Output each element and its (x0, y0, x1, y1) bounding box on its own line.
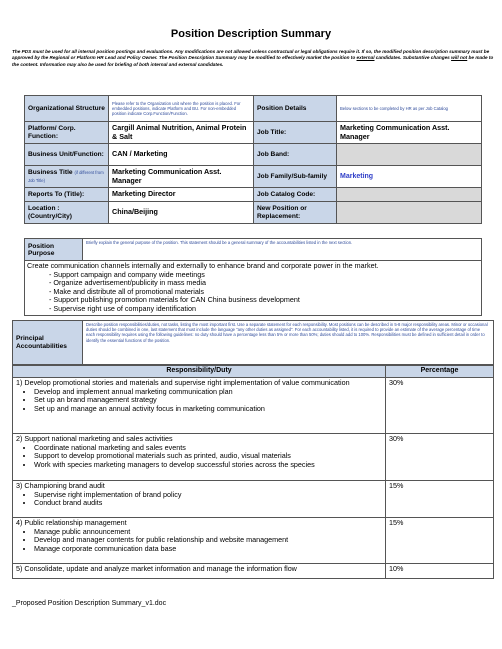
duty-list (34, 444, 382, 470)
percentage-cell: 15% (386, 480, 494, 517)
business-title-label-text: Business Title (28, 168, 73, 176)
duty-list (34, 388, 382, 414)
duty-item: • Develop and manager contents for public relationship and website management (34, 536, 382, 545)
business-unit-value: CAN / Marketing (109, 144, 254, 166)
intro-text-2: candidates. Substantive changes (374, 55, 452, 61)
duty-item: • Support to develop promotional materials such as printed, audio, visual materials (34, 452, 382, 461)
org-structure-label: Organizational Structure (25, 96, 109, 122)
purpose-text: Create communication channels internally and externally to enhance brand and corporate power in the market. (27, 261, 379, 270)
accountabilities-table (12, 365, 494, 579)
duty-item: • Develop and implement annual marketing communication plan (34, 388, 382, 397)
percentage-cell: 15% (386, 517, 494, 563)
purpose-list (49, 271, 481, 314)
position-details-label: Position Details (254, 96, 337, 122)
duty-cell (13, 433, 386, 480)
location-value: China/Beijing (109, 202, 254, 224)
position-details-note: Below sections to be completed by HR as per Job Catalog (337, 96, 482, 122)
duty-item: • Supervise right implementation of brand policy (34, 491, 382, 500)
purpose-item: - Supervise right use of company identification (49, 305, 481, 314)
position-purpose-label: Position Purpose (25, 239, 83, 261)
platform-value: Cargill Animal Nutrition, Animal Protein & Salt (109, 122, 254, 144)
job-title-label: Job Title: (254, 122, 337, 144)
duty-title: 3) Championing brand audit (16, 480, 105, 490)
duty-title: 2) Support national marketing and sales activities (16, 433, 173, 443)
table-row (13, 480, 494, 517)
duty-cell (13, 563, 386, 578)
duty-cell (13, 377, 386, 433)
accountabilities-header (12, 320, 494, 365)
percentage-cell: 10% (386, 563, 494, 578)
job-title-value: Marketing Communication Asst. Manager (337, 122, 482, 144)
intro-external: external (356, 55, 375, 61)
table-row (13, 377, 494, 433)
col-duty-header: Responsibility/Duty (13, 366, 386, 378)
purpose-item: - Support publishing promotion materials for CAN China business development (49, 296, 481, 305)
duty-title: 4) Public relationship management (16, 517, 127, 527)
table-row (13, 517, 494, 563)
duty-list (34, 528, 382, 554)
job-family-label: Job Family/Sub-family (254, 166, 337, 188)
percentage-cell: 30% (386, 433, 494, 480)
duty-list (34, 491, 382, 509)
duty-item: • Conduct brand audits (34, 499, 382, 508)
purpose-header (24, 238, 482, 261)
duty-cell (13, 517, 386, 563)
business-title-value: Marketing Communication Asst. Manager (109, 166, 254, 188)
position-purpose-note: Briefly explain the general purpose of the position. This statement should be a general summary of the accountabilities listed in the next section. (83, 239, 482, 261)
duty-item: • Coordinate national marketing and sales events (34, 444, 382, 453)
duty-title: 5) Consolidate, update and analyze market information and manage the information flow (16, 563, 297, 573)
percentage-cell: 30% (386, 377, 494, 433)
platform-label: Platform/ Corp. Function: (25, 122, 109, 144)
duty-cell (13, 480, 386, 517)
intro-text-3: be made to the content. Information may also be used for briefing of both internal and external candidates. (12, 55, 494, 67)
duty-item: • Set up and manage an annual activity focus in marketing communication (34, 405, 382, 414)
job-catalog-code-label: Job Catalog Code: (254, 188, 337, 202)
duty-item: • Manage public announcement (34, 528, 382, 537)
purpose-body (24, 260, 482, 316)
reports-to-value: Marketing Director (109, 188, 254, 202)
col-percentage-header: Percentage (386, 366, 494, 378)
job-band-value (337, 144, 482, 166)
table-row (13, 433, 494, 480)
location-label: Location : (Country/City) (25, 202, 109, 224)
purpose-item: - Make and distribute all of promotional materials (49, 288, 481, 297)
principal-accountabilities-label: Principal Accountabilities (13, 321, 83, 365)
duty-item: • Manage corporate communication data base (34, 545, 382, 554)
new-position-value (337, 202, 482, 224)
intro-paragraph (12, 49, 494, 68)
page-title: Position Description Summary (170, 28, 332, 40)
intro-text-1: The PDS must be used for all internal position postings and evaluations. Any modifications are not allowed unless contractual or legal obligations require it. If so, the modified position description summary must be approved by the Regional or Platform HR Lead and Policy Owner. The Position Description Summary may be modified to effectively market the position to (12, 49, 490, 61)
job-catalog-code-value (337, 188, 482, 202)
duty-item: • Set up an brand management strategy (34, 396, 382, 405)
job-band-label: Job Band: (254, 144, 337, 166)
table-row (13, 563, 494, 578)
reports-to-label: Reports To (Title): (25, 188, 109, 202)
duty-item: • Work with species marketing managers to develop successful stories across the species (34, 461, 382, 470)
footer-filename: _Proposed Position Description Summary_v1.doc (12, 600, 167, 607)
org-structure-note: Please refer to the Organization unit where the position is placed. For embedded positions, indicate Platform and BU. For non-embedded position indicate Corp.Function/Function. (109, 96, 254, 122)
new-position-label: New Position or Replacement: (254, 202, 337, 224)
intro-will-not: will not (451, 55, 468, 61)
purpose-item: - Organize advertisement/publicity in mass media (49, 279, 481, 288)
principal-accountabilities-note: Describe position responsibilities/duties, not tasks, listing the most important first. Use a separate statement for each responsibility. Most positions can be described in 5-8 major responsibility areas. Minor or occasional duties should be combined in one, last statement that must include the language "any other duties as assigned". For each accountability listed, it is required to provide an estimate of the average percentage of time each responsibility requires using the following guidelines: no duty should have a percentage less than 5% or more than 50%; duties should add to 100%. Responsibilities must be defined in sufficient detail in order to identify the essential functions of the position. (83, 321, 494, 365)
duty-title: 1) Develop promotional stories and materials and supervise right implementation of value communication (16, 377, 350, 387)
business-unit-label: Business Unit/Function: (25, 144, 109, 166)
business-title-label (25, 166, 109, 188)
purpose-item: - Support campaign and company wide meetings (49, 271, 481, 280)
details-table (24, 95, 482, 224)
business-title-label-hint: (if different from Job Title) (28, 169, 104, 183)
job-family-value: Marketing (337, 166, 482, 188)
